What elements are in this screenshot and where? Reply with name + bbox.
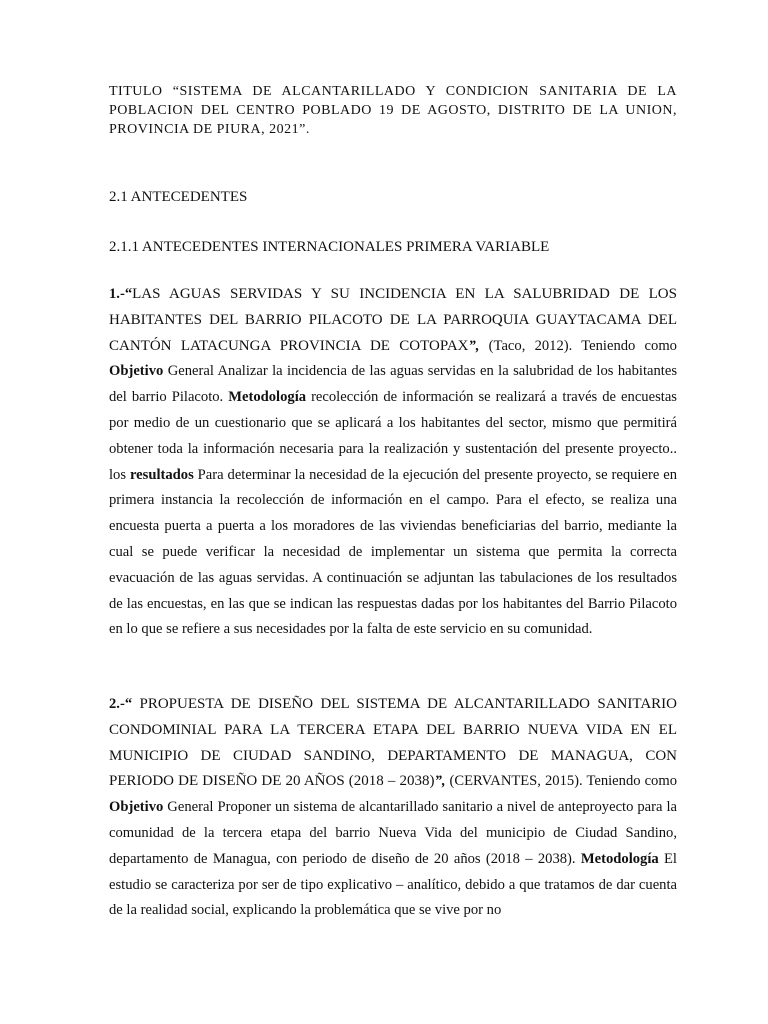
results-text: Para determinar la necesidad de la ejecución del presente proyecto, se requiere en primera instancia la recolección de información en el campo. Para el efecto, se realiza una encuesta puerta a puerta a los moradores de las viviendas beneficiarias del barrio, mediante la cual se puede verificar la necesidad de implementar un sistema que permita la correcta evacuación de las aguas servidas. A continuación se adjuntan las tabulaciones de los resultados de las encuestas, en las que se indican las respuestas dadas por los habitantes del Barrio Pilacoto en lo que se refiere a sus necesidades por la falta de este servicio en su comunidad. (109, 466, 677, 638)
item-number: 1.- (109, 286, 125, 302)
antecedent-paragraph-2 (109, 692, 677, 924)
item-title: LAS AGUAS SERVIDAS Y SU INCIDENCIA EN LA SALUBRIDAD DE LOS HABITANTES DEL BARRIO PILACOTO DE LA PARROQUIA GUAYTACAMA DEL CANTÓN LATACUNGA PROVINCIA DE COTOPAX (109, 286, 677, 354)
quote-close: ”, (468, 337, 480, 354)
section-heading-antecedentes: 2.1 ANTECEDENTES (109, 189, 248, 205)
antecedent-paragraph-1 (109, 282, 677, 643)
quote-open: “ (124, 696, 133, 712)
document-title: TITULO “SISTEMA DE ALCANTARILLADO Y CONDICION SANITARIA DE LA POBLACION DEL CENTRO POBLADO 19 DE AGOSTO, DISTRITO DE LA UNION, PROVINCIA DE PIURA, 2021”. (109, 84, 677, 137)
item-number: 2.- (109, 696, 125, 712)
item-title: PROPUESTA DE DISEÑO DEL SISTEMA DE ALCANTARILLADO SANITARIO CONDOMINIAL PARA LA TERCERA ETAPA DEL BARRIO NUEVA VIDA EN EL MUNICIPIO DE CIUDAD SANDINO, DEPARTAMENTO DE MANAGUA, CON PERIODO DE DISEÑO DE 20 AÑOS (2018 – 2038) (109, 696, 677, 790)
citation-text: (CERVANTES, 2015). Teniendo como (445, 773, 677, 790)
objective-label: Objetivo (109, 363, 164, 380)
methodology-label: Metodología (580, 850, 659, 867)
objective-text: General Proponer un sistema de alcantarillado sanitario a nivel de anteproyecto para la comunidad de la tercera etapa del barrio Nueva Vida del municipio de Ciudad Sandino, departamento de Managua, con periodo de diseño de 20 años (2018 – 2038). (109, 799, 677, 867)
objective-text: General Analizar la incidencia de las aguas servidas en la salubridad de los habitantes del barrio Pilacoto. (109, 363, 677, 406)
quote-close: ”, (434, 773, 446, 790)
methodology-text: recolección de información se realizará a través de encuestas por medio de un cuestionario que se aplicará a los habitantes del sector, mismo que permitirá obtener toda la información necesaria para la realización y sustentación del presente proyecto.. los (109, 389, 677, 483)
quote-open: “ (124, 286, 133, 302)
results-label: resultados (129, 466, 194, 483)
methodology-label: Metodología (228, 389, 307, 406)
methodology-text: El estudio se caracteriza por ser de tipo explicativo – analítico, debido a que tratamos de dar cuenta de la realidad social, explicando la problemática que se vive por no (109, 850, 677, 919)
objective-label: Objetivo (109, 799, 164, 816)
subsection-heading-internacionales: 2.1.1 ANTECEDENTES INTERNACIONALES PRIMERA VARIABLE (109, 239, 550, 255)
citation-text: (Taco, 2012). Teniendo como (479, 337, 677, 354)
